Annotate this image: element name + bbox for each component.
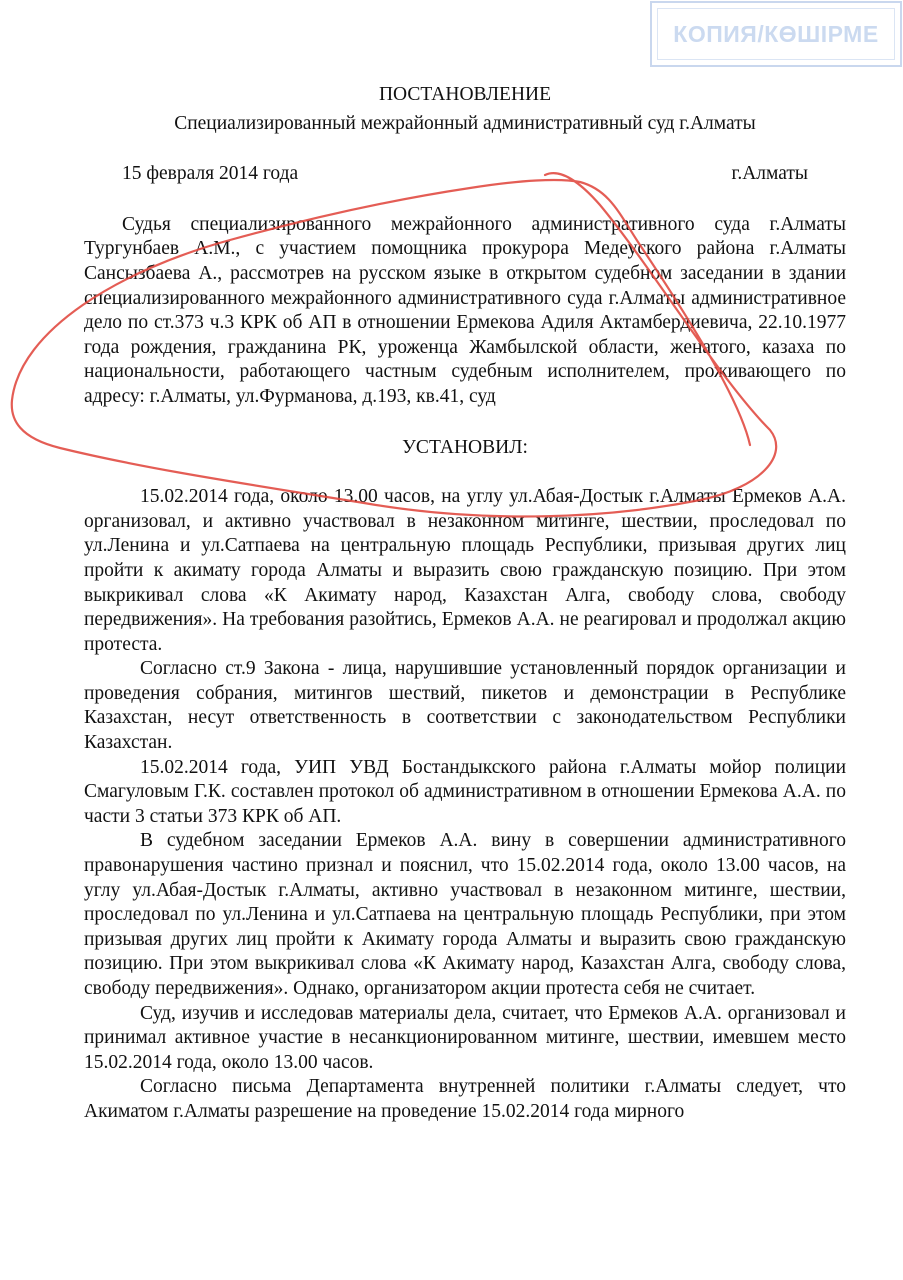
body-paragraph: Согласно письма Департамента внутренней политики г.Алматы следует, что Акиматом г.Алматы разрешение на проведение 15.02.2014 года мирного <box>84 1076 846 1122</box>
stamp-text: КОПИЯ/КӨШІРМЕ <box>673 20 879 47</box>
document-date: 15 февраля 2014 года <box>122 163 299 185</box>
document-city: г.Алматы <box>731 163 808 185</box>
intro-paragraph: Судья специализированного межрайонного административного суда г.Алматы Тургунбаев А.М., с участием помощника прокурора Медеуского района г.Алматы Сансызбаева А., рассмотрев на русском языке в открытом судебном заседании в здании специализированного межрайонного административного суда г.Алматы административное дело по ст.373 ч.3 КРК об АП в отношении Ермекова Адиля Актамбердиевича, 22.10.1977 года рождения, гражданина РК, уроженца Жамбылской области, женатого, казаха по национальности, работающего частным судебным исполнителем, проживающего по адресу: г.Алматы, ул.Фурманова, д.193, кв.41, суд <box>84 213 846 407</box>
body-paragraph: Суд, изучив и исследовав материалы дела, считает, что Ермеков А.А. организовал и принимал активное участие в несанкционированном митинге, шествии, имевшем место 15.02.2014 года, около 13.00 часов. <box>84 1002 846 1073</box>
document-title: ПОСТАНОВЛЕНИЕ <box>378 84 552 105</box>
section-heading: УСТАНОВИЛ: <box>402 436 528 458</box>
body-paragraph: 15.02.2014 года, около 13.00 часов, на углу ул.Абая-Достык г.Алматы Ермеков А.А. организовал, и активно участвовал в незаконном митинге, шествии, проследовал по ул.Ленина и ул.Сатпаева на центральную площадь Республики, призывая других лиц пройти к акимату города Алматы и выразить свою гражданскую позицию. При этом выкрикивал слова «К Акимату народ, Казахстан Алга, свободу слова, свободу передвижения». На требования разойтись, Ермеков А.А. не реагировал и продолжал акцию протеста. <box>84 486 846 655</box>
date-line <box>122 162 808 187</box>
body-paragraph: Согласно ст.9 Закона - лица, нарушившие установленный порядок организации и проведения собрания, митингов шествий, пикетов и демонстрации в Республике Казахстан, несут ответственность в соответствии с законодательством Республики Казахстан. <box>84 658 846 754</box>
copy-stamp <box>650 1 902 67</box>
body-paragraph: В судебном заседании Ермеков А.А. вину в совершении административного правонарушения частино признал и пояснил, что 15.02.2014 года, около 13.00 часов, на углу ул.Абая-Достык г.Алматы, активно участвовал в незаконном митинге, шествии, проследовал по ул.Ленина и ул.Сатпаева на центральную площадь Республики, при этом призывая других лиц пройти к Акимату города Алматы и выразить свою гражданскую позицию. При этом выкрикивал слова «К Акимату народ, Казахстан Алга, свободу слова, свободу передвижения». Однако, организатором акции протеста себя не считает. <box>84 830 846 999</box>
court-name: Специализированный межрайонный административный суд г.Алматы <box>174 112 756 134</box>
document-page <box>84 80 846 1125</box>
body-paragraph: 15.02.2014 года, УИП УВД Бостандыкского района г.Алматы мойор полиции Смагуловым Г.К. составлен протокол об административном в отношении Ермекова А.А. по части 3 статьи 373 КРК об АП. <box>84 756 846 827</box>
